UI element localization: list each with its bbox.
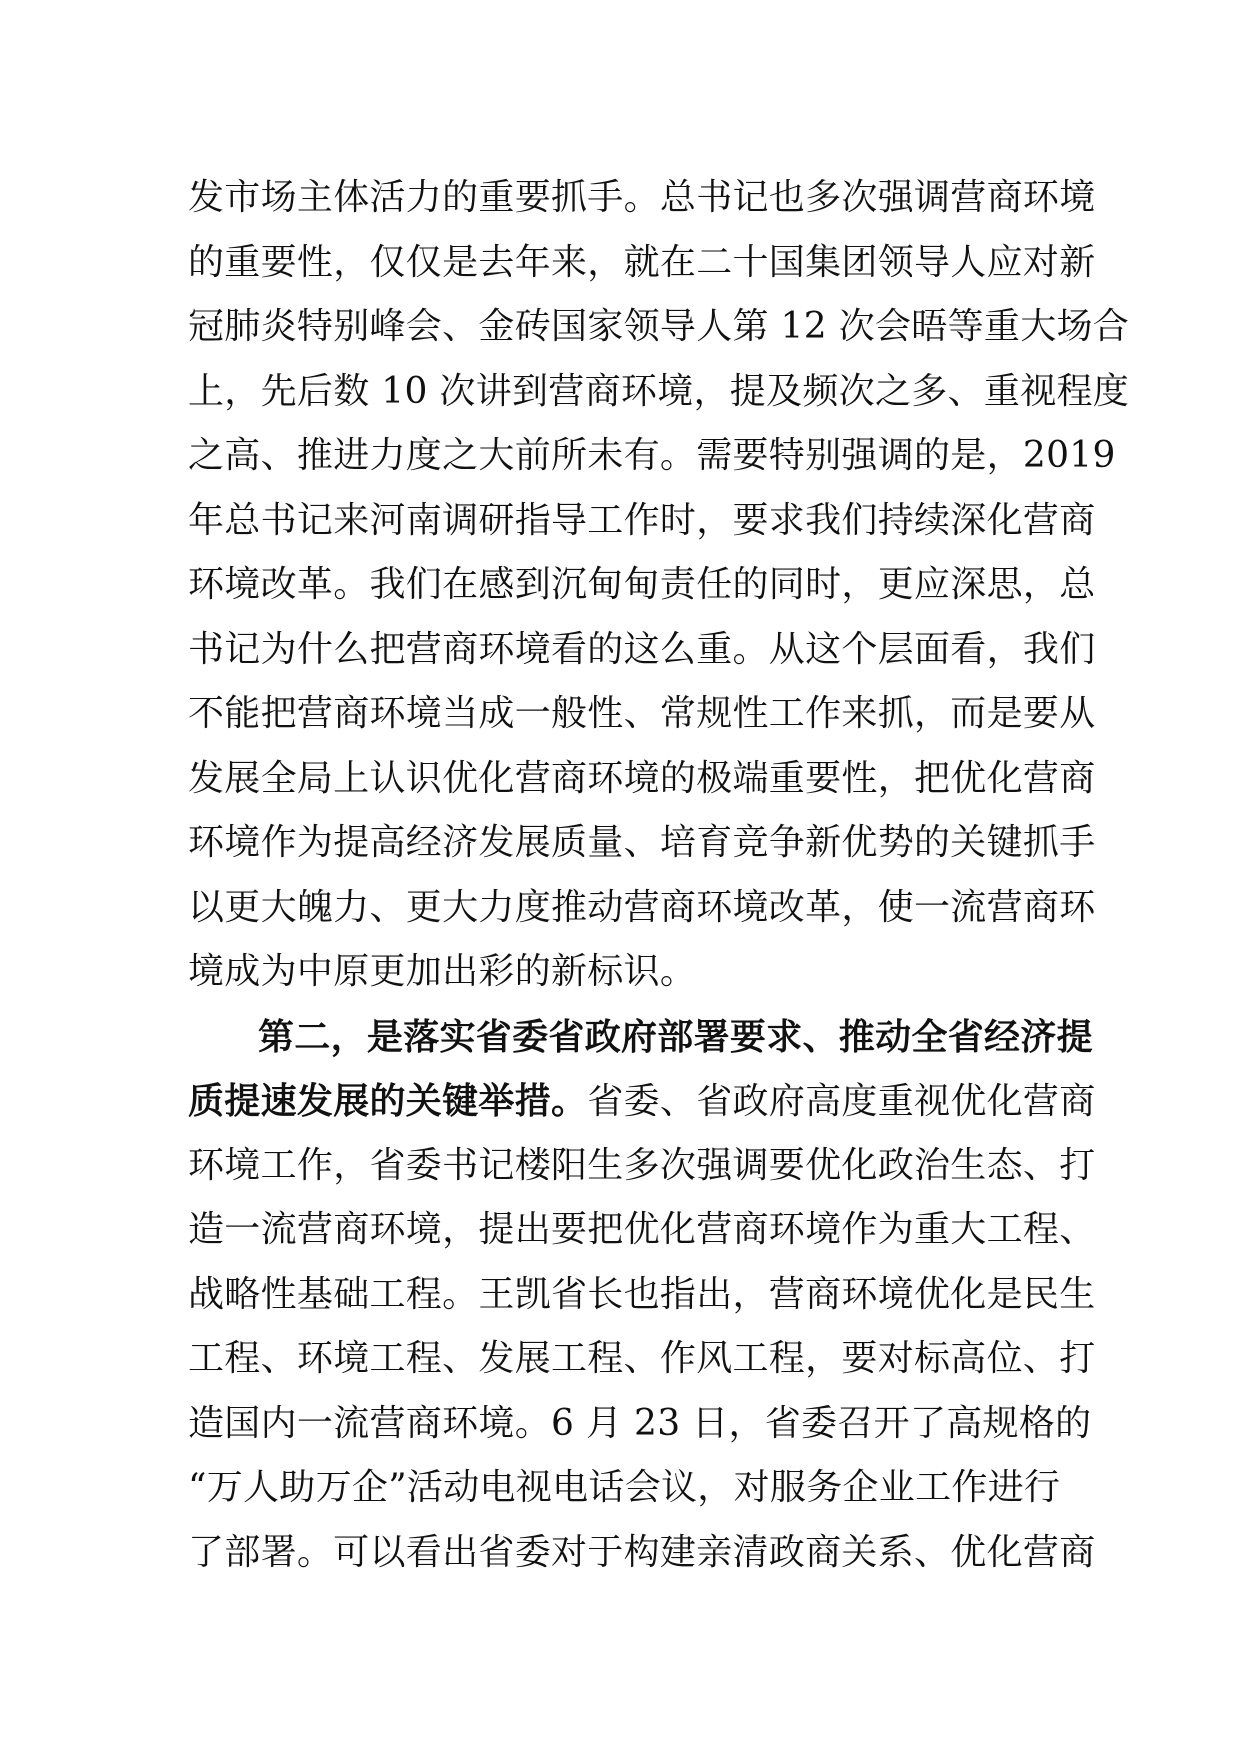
text-line: [188, 1327, 1096, 1392]
bold-heading-text: 质提速发展的关键举措。: [188, 1080, 588, 1122]
text-line: [188, 682, 1096, 747]
bold-heading-text: 第二，是落实省委省政府部署要求、推动全省经济提: [258, 1015, 1093, 1058]
body-text-segment: 造一流营商环境，提出要把优化营商环境作为重大工程、: [188, 1209, 1096, 1250]
body-text-segment: 冠肺炎特别峰会、金砖国家领导人第 12 次会晤等重大场合: [188, 306, 1130, 347]
text-line: [188, 553, 1096, 618]
text-line: [188, 360, 1130, 425]
body-text-segment: 发市场主体活力的重要抓手。总书记也多次强调营商环境: [188, 177, 1096, 218]
body-text: [188, 166, 1130, 1585]
body-text-segment: 的重要性，仅仅是去年来，就在二十国集团领导人应对新: [188, 241, 1096, 283]
text-line: [188, 940, 1058, 1005]
text-line: [188, 618, 1096, 683]
text-line: [188, 166, 1096, 231]
body-text-segment: 省委、省政府高度重视优化营商: [587, 1081, 1096, 1122]
body-text-segment: 书记为什么把营商环境看的这么重。从这个层面看，我们: [188, 628, 1096, 670]
text-line: [188, 1134, 1096, 1199]
body-text-segment: 以更大魄力、更大力度推动营商环境改革，使一流营商环: [188, 886, 1096, 928]
body-text-segment: 战略性基础工程。王凯省长也指出，营商环境优化是民生: [188, 1273, 1096, 1315]
text-line: [188, 1392, 1092, 1457]
text-line: [188, 1005, 1093, 1070]
text-line: [188, 1456, 1061, 1521]
body-text-segment: 造国内一流营商环境。6 月 23 日，省委召开了高规格的: [188, 1402, 1092, 1444]
text-line: [188, 295, 1130, 360]
text-line: [188, 1521, 1096, 1586]
body-text-segment: 上，先后数 10 次讲到营商环境，提及频次之多、重视程度: [188, 370, 1130, 412]
body-text-segment: 不能把营商环境当成一般性、常规性工作来抓，而是要从: [188, 693, 1096, 734]
text-line: [188, 424, 1116, 489]
body-text-segment: “万人助万企”活动电视电话会议，对服务企业工作进行: [188, 1467, 1061, 1508]
text-line: [188, 876, 1096, 941]
body-text-segment: 工程、环境工程、发展工程、作风工程，要对标高位、打: [188, 1338, 1096, 1379]
body-text-segment: 年总书记来河南调研指导工作时，要求我们持续深化营商: [188, 499, 1096, 541]
text-line: [188, 1198, 1096, 1263]
text-line: [188, 1263, 1096, 1328]
body-text-segment: 环境改革。我们在感到沉甸甸责任的同时，更应深思，总: [188, 564, 1096, 605]
body-text-segment: 发展全局上认识优化营商环境的极端重要性，把优化营商: [188, 757, 1096, 799]
body-text-segment: 之高、推进力度之大前所未有。需要特别强调的是，2019: [188, 435, 1116, 476]
text-line: [188, 489, 1096, 554]
text-line: [188, 811, 1096, 876]
body-text-segment: 环境作为提高经济发展质量、培育竞争新优势的关键抓手: [188, 822, 1096, 863]
text-line: [188, 1069, 1096, 1134]
body-text-segment: 了部署。可以看出省委对于构建亲清政商关系、优化营商: [188, 1531, 1096, 1573]
text-line: [188, 747, 1096, 812]
text-line: [188, 231, 1096, 296]
body-text-segment: 境成为中原更加出彩的新标识。: [188, 951, 697, 992]
body-text-segment: 环境工作，省委书记楼阳生多次强调要优化政治生态、打: [188, 1144, 1096, 1186]
